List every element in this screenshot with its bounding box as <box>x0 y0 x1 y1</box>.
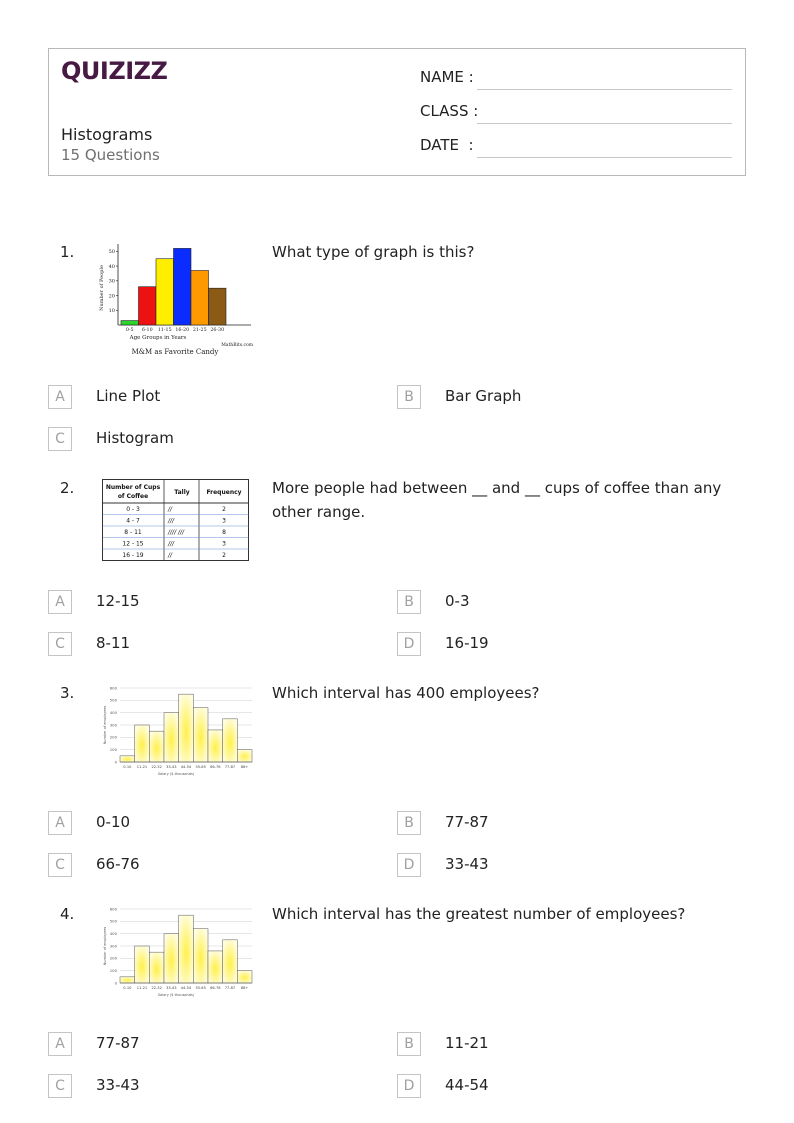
x-tick-label: 11-21 <box>136 765 148 769</box>
chart-title: M&M as Favorite Candy <box>131 348 219 356</box>
option-c-text[interactable]: 66-76 <box>96 855 140 873</box>
x-axis-label: Salary ($ thousands) <box>157 993 195 997</box>
histogram-bar <box>135 946 150 983</box>
option-b-box[interactable]: B <box>397 1032 421 1056</box>
x-tick-label: 21-25 <box>192 328 207 333</box>
option-d-box[interactable]: D <box>397 853 421 877</box>
histogram-bar <box>120 756 135 762</box>
coffee-frequency-table <box>102 479 250 563</box>
date-label: DATE : <box>420 136 474 154</box>
histogram-bar <box>149 952 164 983</box>
y-tick-label: 400 <box>109 709 117 715</box>
option-a-box[interactable]: A <box>48 811 72 835</box>
y-tick-label: 200 <box>109 955 117 961</box>
histogram-bar <box>193 929 208 983</box>
histogram-bar <box>237 750 252 762</box>
y-axis-label: Number of employees <box>103 705 107 745</box>
option-c-box[interactable]: C <box>48 853 72 877</box>
x-axis-label: Salary ($ thousands) <box>157 772 195 776</box>
worksheet-title: Histograms <box>61 125 153 144</box>
question-text: Which interval has 400 employees? <box>272 684 540 702</box>
worksheet-header <box>48 48 746 176</box>
y-tick-label: 10 <box>108 308 115 315</box>
y-tick-label: 500 <box>109 918 117 924</box>
histogram-bar <box>121 321 139 325</box>
histogram-bar <box>120 977 135 983</box>
option-a-text[interactable]: Line Plot <box>96 387 161 405</box>
class-line[interactable] <box>477 123 732 124</box>
x-tick-label: 11-15 <box>157 328 172 333</box>
option-a-text[interactable]: 12-15 <box>96 592 140 610</box>
x-tick-label: 88+ <box>240 765 249 769</box>
y-tick-label: 0 <box>114 980 117 986</box>
y-tick-label: 40 <box>108 263 115 270</box>
cups-cell: 4 - 7 <box>126 517 140 525</box>
y-tick-label: 100 <box>109 746 117 752</box>
cups-cell: 8 - 11 <box>124 529 142 536</box>
x-axis-label: Age Groups in Years <box>129 335 187 341</box>
x-tick-label: 77-87 <box>224 986 236 990</box>
histogram-bar <box>191 271 209 325</box>
x-tick-label: 26-30 <box>210 328 225 333</box>
y-axis-label: Number of People <box>99 265 105 311</box>
y-tick-label: 200 <box>109 734 117 740</box>
name-field[interactable] <box>420 68 474 86</box>
y-tick-label: 100 <box>109 967 117 973</box>
class-field[interactable] <box>420 102 478 120</box>
histogram-bar <box>223 719 238 762</box>
y-tick-label: 500 <box>109 697 117 703</box>
histogram-bar <box>139 287 157 325</box>
name-line[interactable] <box>477 89 732 90</box>
histogram-bar <box>149 731 164 762</box>
option-d-box[interactable]: D <box>397 632 421 656</box>
y-axis-label: Number of employees <box>103 926 107 966</box>
question-number: 2. <box>60 479 75 497</box>
date-line[interactable] <box>477 157 732 158</box>
candy-histogram <box>96 240 258 362</box>
x-tick-label: 55-65 <box>195 986 206 990</box>
histogram-bar <box>174 248 192 325</box>
option-c-text[interactable]: 33-43 <box>96 1076 140 1094</box>
x-tick-label: 33-43 <box>166 986 177 990</box>
x-tick-label: 0-5 <box>125 328 134 333</box>
histogram-bar <box>193 708 208 762</box>
y-tick-label: 400 <box>109 930 117 936</box>
quizizz-logo: QUIZIZZ <box>61 57 168 85</box>
histogram-bar <box>179 915 194 983</box>
option-c-box[interactable]: C <box>48 427 72 451</box>
class-label: CLASS : <box>420 102 479 120</box>
option-c-box[interactable]: C <box>48 1074 72 1098</box>
y-tick-label: 0 <box>114 759 117 765</box>
x-tick-label: 33-43 <box>166 765 177 769</box>
x-tick-label: 66-76 <box>210 986 221 990</box>
salary-histogram-figure <box>100 906 255 1002</box>
option-b-text[interactable]: Bar Graph <box>445 387 522 405</box>
x-tick-label: 22-32 <box>151 986 162 990</box>
y-tick-label: 20 <box>108 293 115 300</box>
option-d-text[interactable]: 16-19 <box>445 634 489 652</box>
option-a-box[interactable]: A <box>48 385 72 409</box>
option-b-box[interactable]: B <box>397 590 421 614</box>
histogram-bar <box>179 694 194 762</box>
x-tick-label: 6-10 <box>141 328 153 333</box>
tally-cell: // <box>168 552 173 559</box>
y-tick-label: 300 <box>109 943 117 949</box>
x-tick-label: 44-54 <box>180 765 192 769</box>
frequency-cell: 3 <box>222 540 226 548</box>
y-tick-label: 600 <box>109 906 117 912</box>
option-b-box[interactable]: B <box>397 811 421 835</box>
histogram-bar <box>208 951 223 983</box>
option-b-text[interactable]: 0-3 <box>445 592 470 610</box>
question-count: 15 Questions <box>61 146 160 164</box>
option-a-box[interactable]: A <box>48 590 72 614</box>
question-text: Which interval has the greatest number of employees? <box>272 905 686 923</box>
x-tick-label: 0-10 <box>123 765 132 769</box>
x-tick-label: 22-32 <box>151 765 162 769</box>
tally-cell: /// <box>168 517 175 525</box>
frequency-cell: 8 <box>222 529 226 536</box>
histogram-bar <box>237 971 252 983</box>
y-tick-label: 300 <box>109 722 117 728</box>
option-a-text[interactable]: 0-10 <box>96 813 131 831</box>
question-number: 1. <box>60 243 75 261</box>
cups-cell: 0 - 3 <box>126 506 140 513</box>
x-tick-label: 0-10 <box>123 986 132 990</box>
y-tick-label: 600 <box>109 685 117 691</box>
candy-histogram-figure <box>96 240 258 362</box>
x-tick-label: 88+ <box>240 986 249 990</box>
option-a-box[interactable]: A <box>48 1032 72 1056</box>
date-field[interactable] <box>420 136 474 154</box>
y-tick-label: 50 <box>108 249 115 256</box>
histogram-bar <box>164 713 179 762</box>
x-tick-label: 44-54 <box>180 986 192 990</box>
question-text: What type of graph is this? <box>272 243 475 261</box>
option-d-text[interactable]: 33-43 <box>445 855 489 873</box>
frequency-cell: 2 <box>222 506 226 513</box>
histogram-bar <box>135 725 150 762</box>
x-tick-label: 77-87 <box>224 765 236 769</box>
chart-credit: MathBits.com <box>221 343 253 348</box>
option-d-box[interactable]: D <box>397 1074 421 1098</box>
coffee-table-figure <box>102 479 250 563</box>
histogram-bar <box>156 259 174 325</box>
tally-cell: // <box>168 506 173 513</box>
option-b-box[interactable]: B <box>397 385 421 409</box>
salary-histogram <box>100 685 255 781</box>
name-label: NAME : <box>420 68 474 86</box>
option-d-text[interactable]: 44-54 <box>445 1076 489 1094</box>
col-header-cups: Number of Cups <box>105 484 161 491</box>
tally-cell: //// /// <box>168 529 185 536</box>
option-a-text[interactable]: 77-87 <box>96 1034 140 1052</box>
y-tick-label: 30 <box>108 278 115 285</box>
col-header-frequency: Frequency <box>206 489 242 496</box>
x-tick-label: 55-65 <box>195 765 206 769</box>
histogram-bar <box>164 934 179 983</box>
col-header-cups-2: of Coffee <box>117 493 149 500</box>
histogram-bar <box>223 940 238 983</box>
x-tick-label: 11-21 <box>136 986 148 990</box>
question-number: 3. <box>60 684 75 702</box>
question-text: More people had between __ and __ cups of coffee than any other range. <box>272 479 722 521</box>
col-header-tally: Tally <box>174 489 190 496</box>
cups-cell: 16 - 19 <box>122 552 144 559</box>
option-c-text[interactable]: 8-11 <box>96 634 131 652</box>
tally-cell: /// <box>168 540 175 548</box>
histogram-bar <box>208 730 223 762</box>
question-number: 4. <box>60 905 75 923</box>
x-tick-label: 16-20 <box>175 328 190 333</box>
salary-histogram-figure <box>100 685 255 781</box>
salary-histogram <box>100 906 255 1002</box>
frequency-cell: 2 <box>222 552 226 559</box>
option-c-box[interactable]: C <box>48 632 72 656</box>
option-b-text[interactable]: 11-21 <box>445 1034 489 1052</box>
x-tick-label: 66-76 <box>210 765 221 769</box>
histogram-bar <box>209 288 227 325</box>
option-c-text[interactable]: Histogram <box>96 429 174 447</box>
frequency-cell: 3 <box>222 517 226 525</box>
cups-cell: 12 - 15 <box>122 540 144 548</box>
option-b-text[interactable]: 77-87 <box>445 813 489 831</box>
